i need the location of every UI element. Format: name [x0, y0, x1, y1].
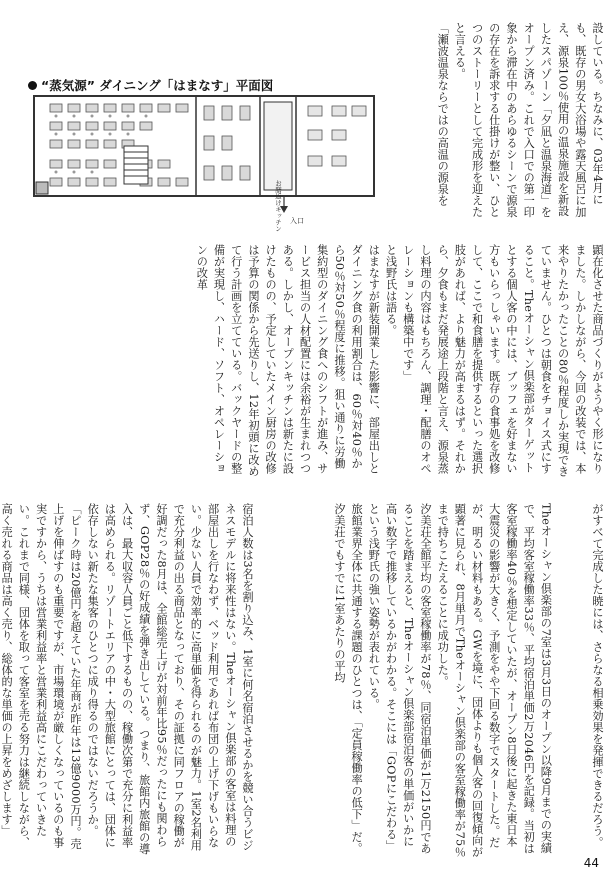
body-text-block: 設している。ちなみに、03年4月にも、既存の男女大浴場や露天風呂に加え、源泉100％使用の温泉施設を新設したスパゾーン「夕凪と温泉海道」をオープン済み。これで入口での第一印象から滞在中のあらゆるシーンで源泉の存在を訴求する仕掛けが整い、ひとつのストーリーとして完成形を迎えたと言える。 「瀬波温泉ならではの高温の源泉を — [436, 22, 604, 218]
entrance-label: 入口 — [290, 217, 304, 225]
floor-plan-figure — [28, 76, 384, 230]
page-number: 44 — [583, 856, 599, 870]
body-text-block: 宿泊人数は3名を割り込み、1室に何名宿泊させるかを競い合うビジネスモデルに将来性はない。Theオーシャン倶楽部の客室は料理の部屋出しを行なわず、ベッド利用であれば布団の上げ下げもいらない。少ない人員で効率的に高単価を得られるのが魅力。1室2名利用で充分利益の出る商品となっており、その証拠に同フロアの稼働が好調だった8月は、全館総売上げが対前年比95％だったにも関わらず、GOP28％の好成績を弾き出している。つまり、旅館内旅館の導入は、最大収容人員ごと低下するものの、稼働次第で充分に利益率は高められる。リゾートエリアの中・大型旅館にとっては、団体に依存しない新たな集客のひとつに成り得るのではないだろうか。 「ピーク時は20億円を超えていた年商が昨年は13億9000万円。売上げを伸ばすのも重要ですが、市場環境が厳しくなっているのも事実ですから、うちは営業利益率と営業利益高にこだわっていきたい。これまで同様、団体を取って客室を売る努力は継続しながら、高く売れる商品は高く売り、総体的な単価の上昇をめざします」 — [0, 503, 254, 855]
body-text-block: 顕在化させた商品づくりがようやく形になりました。しかしながら、今回の改装では、本来やりたかったことの80％程度しか実現できていません。ひとつは朝食をチョイス式にすること。Theオーシャン倶楽部がターゲットとする個人客の中には、ブッフェを好まない方もいらっしゃいます。既存の食事処を改修して、ここで和食膳を提供するといった選択肢があれば、より魅力が高まるはず。それから、夕食もまだ発展途上段階と言え、源泉蒸し料理の内容はもちろん、調理・配膳のオペレーションも構築中です」 と浅野氏は語る。 はまなすが新装開業した影響に、部屋出しとダイニング食の利用割合は、60％対40％から50％対50％程度に推移。狙い通りに労働集約型のダイニング食へのシフトが進み、サービス担当の人材配置には余裕が生まれつつある。しかし、オープンキッチンは新たに設けたものの、予定していたメイン厨房の改修は予算の関係から先送りし、12年初頭に改めて行う計画を立てている。バックヤードの整備が実現し、ハード、ソフト、オペレーションの改革 — [195, 244, 604, 478]
floor-plan-drawing — [28, 76, 384, 230]
kitchen-label: お膳返けキッチン — [274, 180, 282, 232]
body-text-block: がすべて完成した暁には、さらなる相乗効果を発揮できるだろう。 Theオーシャン倶楽部の7室は3月3日のオープン以降9月までの実績で、平均客室稼働率33％、平均宿泊単価2万2046円を記録。当初は客室稼働率40％を想定していたが、オープン8日後に起きた東日本大震災の影響が大きく、予測をやや下回る数字でスタートした。だが、明るい材料もある。GWを境に、団体よりも個人客の回復傾向が顕著に見られ、8月単月でTheオーシャン倶楽部の客室稼働率が75％まで持ちこたえることに成功した。 汐美荘全館平均の客室稼働率が78％、同宿泊単価が1万2150円であることを踏まえると、Theオーシャン倶楽部宿泊客の単価がいかに高い数字で推移しているかがわかる。そこには「GOPにこだわる」という浅野氏の強い姿勢が表れている。 旅館業界全体に共通する課題のひとつは、「定員稼働率の低下」だ。汐美荘でもすでに1室あたりの平均 — [332, 503, 604, 858]
figure-caption-text: “蒸気源” ダイニング「はまなす」平面図 — [41, 78, 274, 93]
